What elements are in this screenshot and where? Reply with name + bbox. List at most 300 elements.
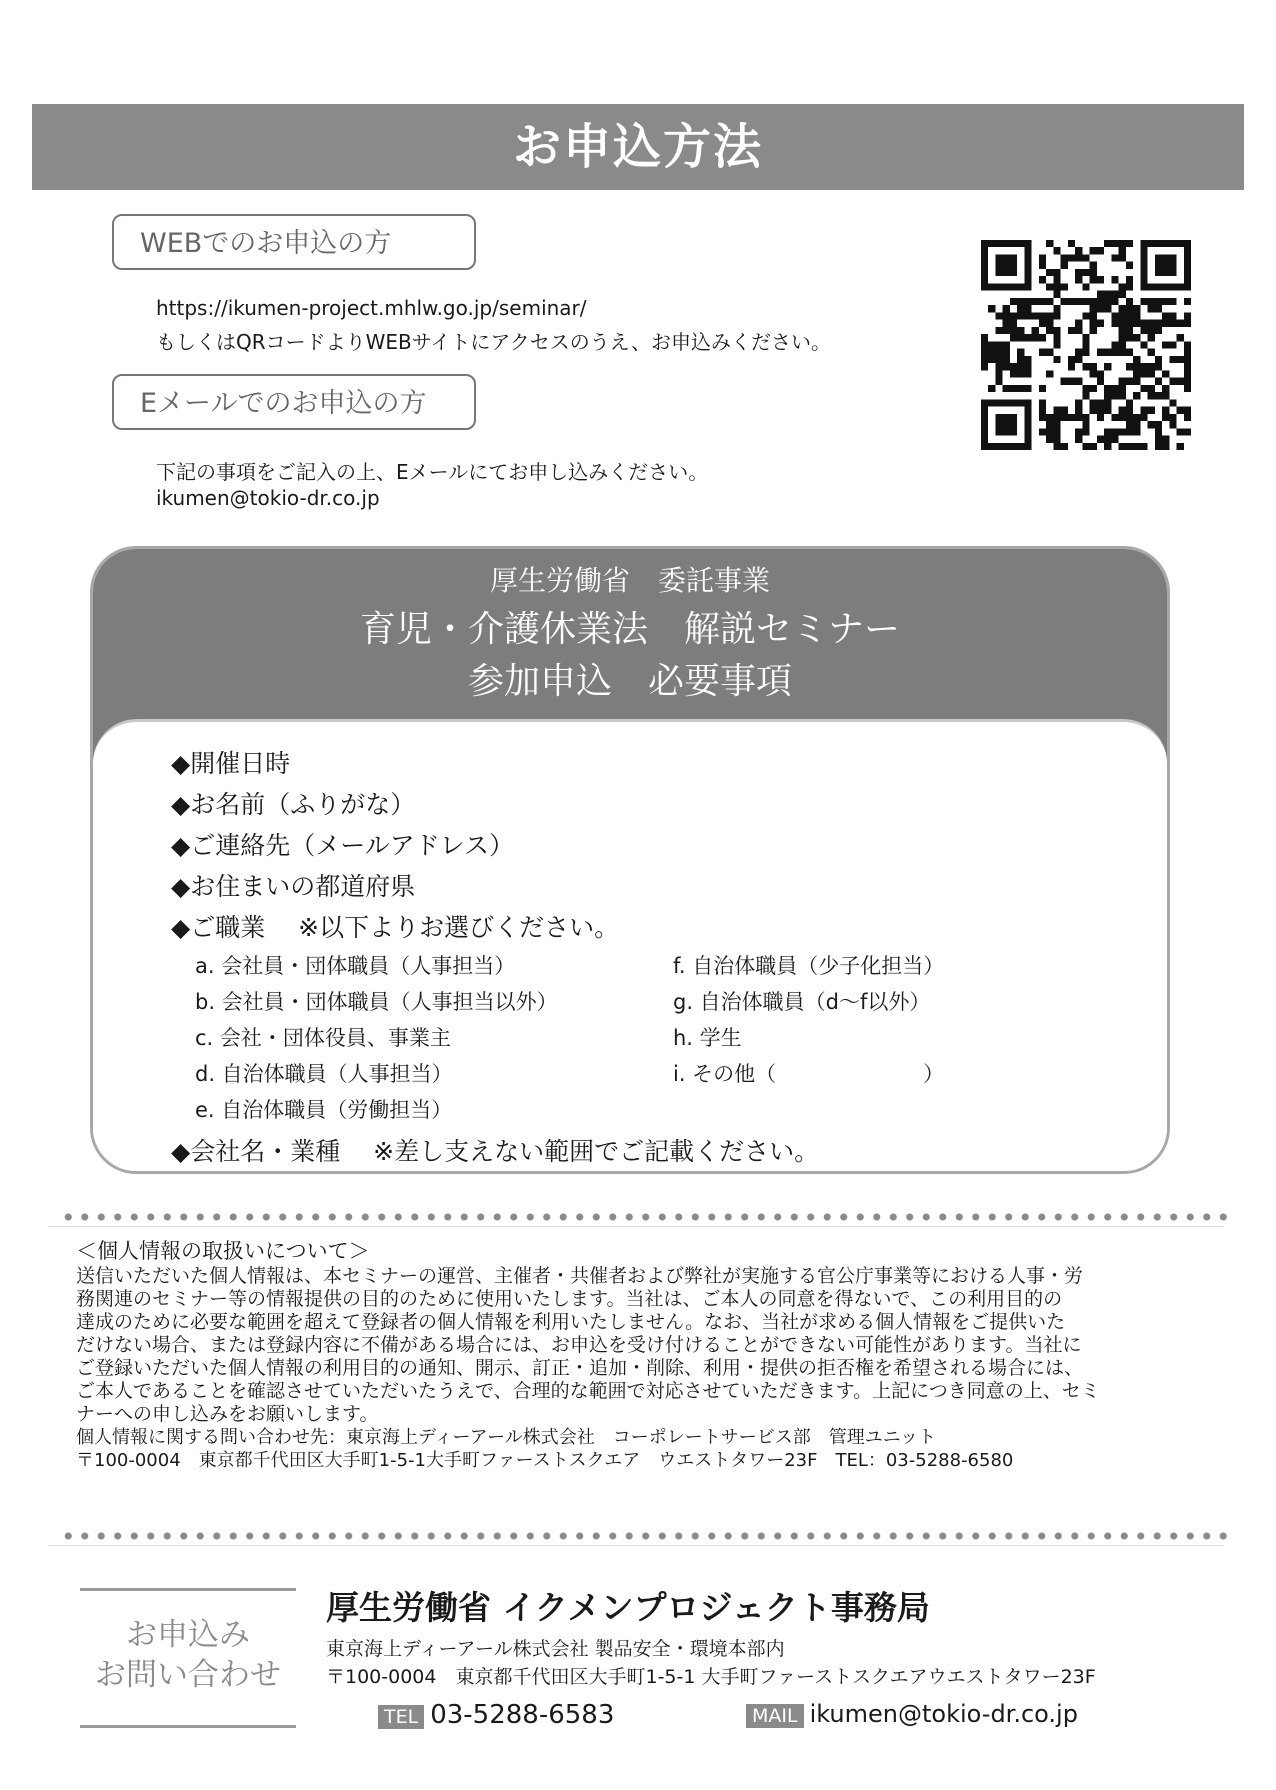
qr-module <box>1104 392 1111 399</box>
qr-module <box>1032 334 1039 341</box>
qr-module <box>1111 436 1118 443</box>
privacy-heading: ＜個人情報の取扱いについて＞ <box>76 1239 370 1263</box>
qr-module <box>1075 436 1082 443</box>
qr-module <box>1017 298 1024 305</box>
qr-module <box>1039 407 1046 414</box>
qr-module <box>1126 421 1133 428</box>
qr-module <box>1053 305 1060 312</box>
qr-module <box>995 363 1002 370</box>
qr-module <box>1003 283 1010 290</box>
required-item-occupation: ◆ご職業 ※以下よりお選びください。 <box>171 913 620 942</box>
qr-module <box>1053 291 1060 298</box>
qr-module <box>1140 262 1147 269</box>
qr-module <box>1148 385 1155 392</box>
qr-module <box>1155 378 1162 385</box>
qr-module <box>981 421 988 428</box>
qr-module <box>1010 421 1017 428</box>
qr-module <box>1053 436 1060 443</box>
qr-module <box>1140 254 1147 261</box>
qr-module <box>1148 320 1155 327</box>
qr-module <box>1140 414 1147 421</box>
qr-module <box>1053 334 1060 341</box>
qr-module <box>1140 298 1147 305</box>
qr-module <box>1119 291 1126 298</box>
qr-module <box>1169 356 1176 363</box>
qr-module <box>981 262 988 269</box>
qr-module <box>995 262 1002 269</box>
qr-module <box>1155 436 1162 443</box>
qr-module <box>1126 262 1133 269</box>
qr-module <box>1126 399 1133 406</box>
qr-module <box>1119 327 1126 334</box>
qr-module <box>1126 240 1133 247</box>
qr-module <box>1068 356 1075 363</box>
qr-module <box>1010 327 1017 334</box>
qr-module <box>1024 276 1031 283</box>
requirements-header-line3: 参加申込 必要事項 <box>467 661 792 702</box>
qr-module <box>1169 378 1176 385</box>
qr-module <box>1119 334 1126 341</box>
qr-module <box>1053 327 1060 334</box>
occupation-option: c. 会社・団体役員、事業主 <box>195 1026 451 1050</box>
qr-module <box>1090 305 1097 312</box>
qr-module <box>1169 283 1176 290</box>
qr-module <box>1148 305 1155 312</box>
qr-module <box>1140 247 1147 254</box>
qr-module <box>1003 363 1010 370</box>
qr-module <box>1003 428 1010 435</box>
qr-module <box>1119 305 1126 312</box>
qr-module <box>995 283 1002 290</box>
qr-module <box>1119 320 1126 327</box>
qr-module <box>988 385 995 392</box>
qr-module <box>1133 378 1140 385</box>
qr-module <box>1010 399 1017 406</box>
qr-module <box>1148 283 1155 290</box>
contact-mail[interactable] <box>746 1700 1078 1728</box>
qr-module <box>1017 305 1024 312</box>
qr-module <box>1162 385 1169 392</box>
qr-module <box>1177 378 1184 385</box>
qr-module <box>1184 378 1191 385</box>
qr-module <box>1024 334 1031 341</box>
qr-module <box>1104 428 1111 435</box>
requirements-header-line2: 育児・介護休業法 解説セミナー <box>359 609 900 650</box>
qr-module <box>1155 254 1162 261</box>
qr-module <box>995 414 1002 421</box>
qr-module <box>1104 363 1111 370</box>
privacy-line: だけない場合、または登録内容に不備がある場合には、お申込を受け付けることができない可能性があります。当社に <box>76 1334 1082 1356</box>
qr-module <box>1039 298 1046 305</box>
required-item: ◆お住まいの都道府県 <box>171 872 416 901</box>
web-instruction: もしくはQRコードよりWEBサイトにアクセスのうえ、お申込みください。 <box>156 330 831 354</box>
qr-code[interactable] <box>978 240 1194 450</box>
occupation-option: e. 自治体職員（労働担当） <box>195 1098 453 1122</box>
qr-module <box>1032 327 1039 334</box>
qr-module <box>1075 254 1082 261</box>
qr-module <box>1133 370 1140 377</box>
qr-module <box>1003 349 1010 356</box>
qr-module <box>1017 283 1024 290</box>
qr-module <box>1082 421 1089 428</box>
qr-module <box>1111 320 1118 327</box>
qr-module <box>1010 334 1017 341</box>
qr-module <box>1184 262 1191 269</box>
qr-module <box>1162 240 1169 247</box>
qr-module <box>1075 298 1082 305</box>
qr-module <box>1024 436 1031 443</box>
qr-module <box>1119 283 1126 290</box>
qr-module <box>1010 254 1017 261</box>
qr-module <box>1017 356 1024 363</box>
qr-module <box>1024 414 1031 421</box>
qr-module <box>1024 240 1031 247</box>
required-item: ◆お名前（ふりがな） <box>171 790 416 819</box>
qr-module <box>1017 370 1024 377</box>
qr-module <box>1061 407 1068 414</box>
qr-module <box>1039 414 1046 421</box>
qr-module <box>1075 320 1082 327</box>
qr-module <box>1003 341 1010 348</box>
qr-module <box>1126 349 1133 356</box>
qr-module <box>1039 276 1046 283</box>
qr-module <box>1010 312 1017 319</box>
qr-module <box>1039 349 1046 356</box>
qr-module <box>1003 269 1010 276</box>
qr-module <box>1097 349 1104 356</box>
qr-module <box>1097 247 1104 254</box>
qr-module <box>1111 298 1118 305</box>
qr-module <box>1075 247 1082 254</box>
qr-module <box>1148 327 1155 334</box>
qr-module <box>981 407 988 414</box>
mail-address: ikumen@tokio-dr.co.jp <box>809 1700 1078 1728</box>
qr-module <box>1119 392 1126 399</box>
required-item: ◆開催日時 <box>171 749 291 778</box>
qr-module <box>1061 298 1068 305</box>
qr-module <box>1082 312 1089 319</box>
qr-module <box>1162 254 1169 261</box>
qr-module <box>1003 414 1010 421</box>
qr-module <box>1162 392 1169 399</box>
qr-module <box>1140 269 1147 276</box>
qr-module <box>1017 312 1024 319</box>
qr-module <box>995 269 1002 276</box>
qr-module <box>1104 349 1111 356</box>
qr-module <box>1140 283 1147 290</box>
qr-module <box>1046 283 1053 290</box>
qr-module <box>1024 305 1031 312</box>
qr-module <box>1155 327 1162 334</box>
qr-module <box>1082 269 1089 276</box>
qr-module <box>1169 399 1176 406</box>
qr-module <box>1075 327 1082 334</box>
qr-module <box>995 254 1002 261</box>
qr-module <box>1104 305 1111 312</box>
qr-module <box>1053 312 1060 319</box>
qr-module <box>1111 254 1118 261</box>
qr-module <box>1184 356 1191 363</box>
qr-module <box>995 399 1002 406</box>
qr-module <box>1111 312 1118 319</box>
qr-module <box>1090 247 1097 254</box>
qr-module <box>1119 428 1126 435</box>
qr-module <box>1184 276 1191 283</box>
qr-module <box>981 363 988 370</box>
qr-module <box>1126 407 1133 414</box>
email-address[interactable]: ikumen@tokio-dr.co.jp <box>156 486 380 510</box>
qr-module <box>1184 349 1191 356</box>
contact-dept: 東京海上ディーアール株式会社 製品安全・環境本部内 <box>326 1638 785 1660</box>
qr-module <box>1111 385 1118 392</box>
privacy-contact: 個人情報に関する問い合わせ先：東京海上ディーアール株式会社 コーポレートサービス部 管理ユニット <box>76 1427 937 1448</box>
qr-module <box>1133 312 1140 319</box>
qr-module <box>1177 283 1184 290</box>
qr-module <box>1068 363 1075 370</box>
qr-module <box>1162 320 1169 327</box>
qr-module <box>1046 370 1053 377</box>
qr-module <box>1090 269 1097 276</box>
privacy-address: 〒100-0004 東京都千代田区大手町1-5-1大手町ファーストスクエア ウエストタワー23F TEL：03-5288-6580 <box>76 1450 1014 1471</box>
qr-module <box>1155 269 1162 276</box>
qr-module <box>1162 414 1169 421</box>
qr-module <box>1024 370 1031 377</box>
qr-module <box>1133 443 1140 450</box>
qr-module <box>1184 407 1191 414</box>
privacy-line: ご本人であることを確認させていただいたうえで、合理的な範囲で対応させていただきます。上記につき同意の上、セミ <box>76 1380 1100 1402</box>
qr-module <box>1053 407 1060 414</box>
qr-module <box>1119 240 1126 247</box>
qr-module <box>981 334 988 341</box>
qr-module <box>1126 428 1133 435</box>
contact-label-line2: お問い合わせ <box>95 1657 281 1693</box>
qr-module <box>1053 421 1060 428</box>
qr-module <box>988 443 995 450</box>
qr-module <box>1046 269 1053 276</box>
qr-module <box>1184 370 1191 377</box>
qr-module <box>1090 327 1097 334</box>
qr-code-image <box>978 240 1194 450</box>
qr-module <box>1155 421 1162 428</box>
qr-module <box>1075 414 1082 421</box>
qr-module <box>1090 385 1097 392</box>
qr-module <box>1003 385 1010 392</box>
qr-module <box>1090 363 1097 370</box>
qr-module <box>1184 320 1191 327</box>
qr-module <box>1148 334 1155 341</box>
qr-module <box>1082 443 1089 450</box>
qr-module <box>1068 240 1075 247</box>
qr-module <box>1097 370 1104 377</box>
privacy-line: ご登録いただいた個人情報の利用目的の通知、開示、訂正・追加・削除、利用・提供の拒否権を希望される場合には、 <box>76 1357 1084 1379</box>
qr-module <box>1039 428 1046 435</box>
qr-module <box>1068 254 1075 261</box>
qr-module <box>1119 312 1126 319</box>
dotted-divider <box>60 1532 1228 1540</box>
required-item: ◆ご連絡先（メールアドレス） <box>171 831 514 860</box>
qr-module <box>995 240 1002 247</box>
qr-module <box>1017 240 1024 247</box>
qr-module <box>1133 428 1140 435</box>
qr-module <box>1097 291 1104 298</box>
qr-module <box>1082 428 1089 435</box>
qr-module <box>1053 443 1060 450</box>
qr-module <box>1126 298 1133 305</box>
qr-module <box>1046 349 1053 356</box>
qr-module <box>1017 334 1024 341</box>
qr-module <box>1133 356 1140 363</box>
qr-module <box>1075 407 1082 414</box>
qr-module <box>981 414 988 421</box>
qr-module <box>1017 349 1024 356</box>
qr-module <box>995 312 1002 319</box>
qr-module <box>1090 407 1097 414</box>
qr-module <box>1075 378 1082 385</box>
qr-module <box>1003 240 1010 247</box>
qr-module <box>1177 356 1184 363</box>
qr-module <box>1148 298 1155 305</box>
qr-module <box>1024 312 1031 319</box>
qr-module <box>1097 414 1104 421</box>
qr-module <box>1148 421 1155 428</box>
qr-module <box>1053 356 1060 363</box>
qr-module <box>1169 254 1176 261</box>
qr-module <box>1082 283 1089 290</box>
qr-module <box>981 276 988 283</box>
qr-module <box>981 443 988 450</box>
qr-module <box>995 349 1002 356</box>
qr-module <box>995 370 1002 377</box>
qr-module <box>1046 414 1053 421</box>
qr-module <box>981 341 988 348</box>
qr-module <box>1104 291 1111 298</box>
qr-module <box>1046 436 1053 443</box>
qr-module <box>1111 276 1118 283</box>
qr-module <box>988 240 995 247</box>
qr-module <box>1024 428 1031 435</box>
qr-module <box>1039 320 1046 327</box>
qr-module <box>1024 399 1031 406</box>
qr-module <box>1053 283 1060 290</box>
contact-address: 〒100-0004 東京都千代田区大手町1-5-1 大手町ファーストスクエアウエストタワー23F <box>326 1666 1096 1688</box>
qr-module <box>1133 421 1140 428</box>
qr-module <box>981 247 988 254</box>
qr-module <box>1097 407 1104 414</box>
qr-module <box>1003 399 1010 406</box>
qr-module <box>1046 312 1053 319</box>
thin-divider <box>48 1226 1224 1227</box>
qr-module <box>988 283 995 290</box>
qr-module <box>1104 385 1111 392</box>
qr-module <box>1119 414 1126 421</box>
qr-module <box>1024 283 1031 290</box>
privacy-section <box>76 1240 1226 1472</box>
qr-module <box>1104 240 1111 247</box>
qr-module <box>1010 385 1017 392</box>
qr-module <box>1068 298 1075 305</box>
qr-module <box>1075 356 1082 363</box>
qr-module <box>981 436 988 443</box>
mail-tag: MAIL <box>746 1704 804 1728</box>
qr-module <box>1068 378 1075 385</box>
qr-module <box>1155 298 1162 305</box>
qr-module <box>981 356 988 363</box>
qr-module <box>1097 320 1104 327</box>
qr-module <box>1184 240 1191 247</box>
web-url[interactable]: https://ikumen-project.mhlw.go.jp/seminar/ <box>156 296 587 320</box>
qr-module <box>1140 370 1147 377</box>
qr-module <box>1155 283 1162 290</box>
qr-module <box>1003 312 1010 319</box>
qr-module <box>1053 276 1060 283</box>
qr-module <box>1053 269 1060 276</box>
qr-module <box>1177 320 1184 327</box>
qr-module <box>1024 269 1031 276</box>
qr-module <box>1039 399 1046 406</box>
qr-module <box>1082 298 1089 305</box>
contact-tel[interactable] <box>378 1700 614 1730</box>
qr-module <box>1010 298 1017 305</box>
qr-module <box>1039 312 1046 319</box>
qr-module <box>1126 363 1133 370</box>
qr-module <box>1155 305 1162 312</box>
qr-module <box>1140 363 1147 370</box>
qr-module <box>1075 276 1082 283</box>
qr-module <box>1184 363 1191 370</box>
qr-module <box>1017 443 1024 450</box>
qr-module <box>995 421 1002 428</box>
qr-module <box>1126 378 1133 385</box>
qr-module <box>1003 254 1010 261</box>
qr-module <box>1061 378 1068 385</box>
qr-module <box>1155 356 1162 363</box>
qr-module <box>988 349 995 356</box>
qr-module <box>1061 254 1068 261</box>
occupation-option: b. 会社員・団体職員（人事担当以外） <box>195 990 558 1014</box>
qr-module <box>1119 254 1126 261</box>
page-title: お申込方法 <box>32 104 1244 190</box>
qr-module <box>981 254 988 261</box>
dotted-divider <box>60 1213 1228 1221</box>
required-item-company: ◆会社名・業種 ※差し支えない範囲でご記載ください。 <box>171 1137 820 1166</box>
qr-module <box>1155 240 1162 247</box>
qr-module <box>1148 370 1155 377</box>
qr-module <box>1119 349 1126 356</box>
qr-module <box>1046 327 1053 334</box>
qr-module <box>1126 312 1133 319</box>
email-application-label: Eメールでのお申込の方 <box>112 374 476 430</box>
qr-module <box>1133 320 1140 327</box>
qr-module <box>1133 414 1140 421</box>
qr-module <box>1162 312 1169 319</box>
qr-module <box>1010 320 1017 327</box>
qr-module <box>1162 443 1169 450</box>
qr-module <box>1068 414 1075 421</box>
requirements-body <box>93 719 1167 1174</box>
qr-module <box>1090 370 1097 377</box>
qr-module <box>1126 320 1133 327</box>
qr-module <box>1003 421 1010 428</box>
qr-module <box>1162 283 1169 290</box>
qr-module <box>1024 385 1031 392</box>
qr-module <box>1133 334 1140 341</box>
qr-module <box>1097 298 1104 305</box>
qr-module <box>1024 254 1031 261</box>
qr-module <box>1119 385 1126 392</box>
qr-module <box>1111 392 1118 399</box>
qr-module <box>1111 341 1118 348</box>
qr-module <box>1003 443 1010 450</box>
